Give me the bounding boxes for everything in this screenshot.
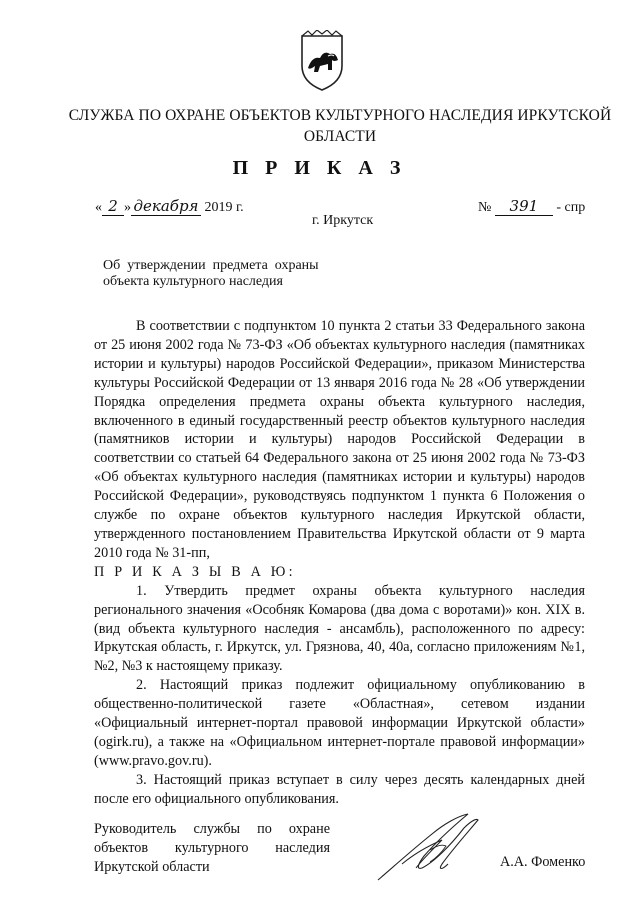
date-month: декабря	[131, 197, 201, 216]
order-body	[94, 317, 585, 809]
order-word: П Р И К А З Ы В А Ю:	[94, 563, 296, 580]
organization-line-2: ОБЛАСТИ	[303, 128, 377, 145]
organization-name	[60, 105, 620, 147]
position-line-3: Иркутской области	[94, 858, 210, 875]
order-number	[478, 197, 585, 216]
subject-line-2: объекта культурного наследия	[103, 273, 283, 289]
preamble-paragraph: В соответствии с подпунктом 10 пункта 2 статьи 33 Федерального закона от 25 июня 2002 года № 73-ФЗ «Об объектах культурного наследия (памятниках истории и культуры) народов Российской Федерации», приказом Министерства культуры Российской Федерации от 13 января 2016 года № 28 «Об утверждении Порядка определения предмета охраны объекта культурного наследия, включенного в единый государственный реестр объектов культурного наследия (памятников истории и культуры) народов Российской Федерации в соответствии со статьей 64 Федерального закона от 25 июня 2002 года № 73-ФЗ «Об объектах культурного наследия (памятниках истории и культуры) народов Российской Федерации», руководствуясь подпунктом 1 пункта 6 Положения о службе по охране объектов культурного наследия Иркутской области, утвержденного постановлением Правительства Иркутской области от 9 марта 2010 года № 31-пп,	[94, 318, 585, 561]
document-title: П Р И К А З	[232, 157, 407, 179]
coat-of-arms-icon	[298, 30, 346, 92]
position-line-2: объектов культурного наследия	[94, 839, 330, 856]
date-day: 2	[102, 197, 124, 216]
order-subject	[103, 258, 343, 289]
item-1-paragraph: 1. Утвердить предмет охраны объекта культурного наследия регионального значения «Особняк Комарова (два дома с воротами)» кон. XIX в. (вид объекта культурного наследия - ансамбль), расположенного по адресу: Иркутская область, г. Иркутск, ул. Грязнова, 40, 40а, согласно приложениям №1, №2, №3 к настоящему приказу.	[94, 582, 585, 675]
signatory-position	[94, 820, 330, 877]
city: г. Иркутск	[312, 213, 374, 228]
number-value: 391	[495, 197, 553, 216]
date-open-quote: «	[95, 200, 102, 215]
position-line-1: Руководитель службы по охране	[94, 821, 330, 837]
handwritten-signature-icon	[372, 810, 482, 886]
date-close-quote: »	[124, 200, 131, 215]
signatory-name: А.А. Фоменко	[500, 854, 586, 870]
date-year: 2019 г.	[204, 200, 244, 215]
number-suffix: - спр	[556, 200, 586, 215]
item-3-paragraph: 3. Настоящий приказ вступает в силу через десять календарных дней после его официального опубликования.	[94, 771, 585, 807]
number-prefix: №	[478, 200, 492, 215]
subject-line-1: Об утверждении предмета охраны	[103, 258, 319, 273]
item-2-paragraph: 2. Настоящий приказ подлежит официальному опубликованию в общественно-политической газете «Областная», сетевом издании «Официальный интернет-портал правовой информации Иркутской области» (ogirk.ru), а также на «Официальном интернет-портале правовой информации» (www.pravo.gov.ru).	[94, 677, 585, 769]
organization-line-1: СЛУЖБА ПО ОХРАНЕ ОБЪЕКТОВ КУЛЬТУРНОГО НАСЛЕДИЯ ИРКУТСКОЙ	[68, 107, 612, 124]
order-date	[95, 197, 244, 216]
